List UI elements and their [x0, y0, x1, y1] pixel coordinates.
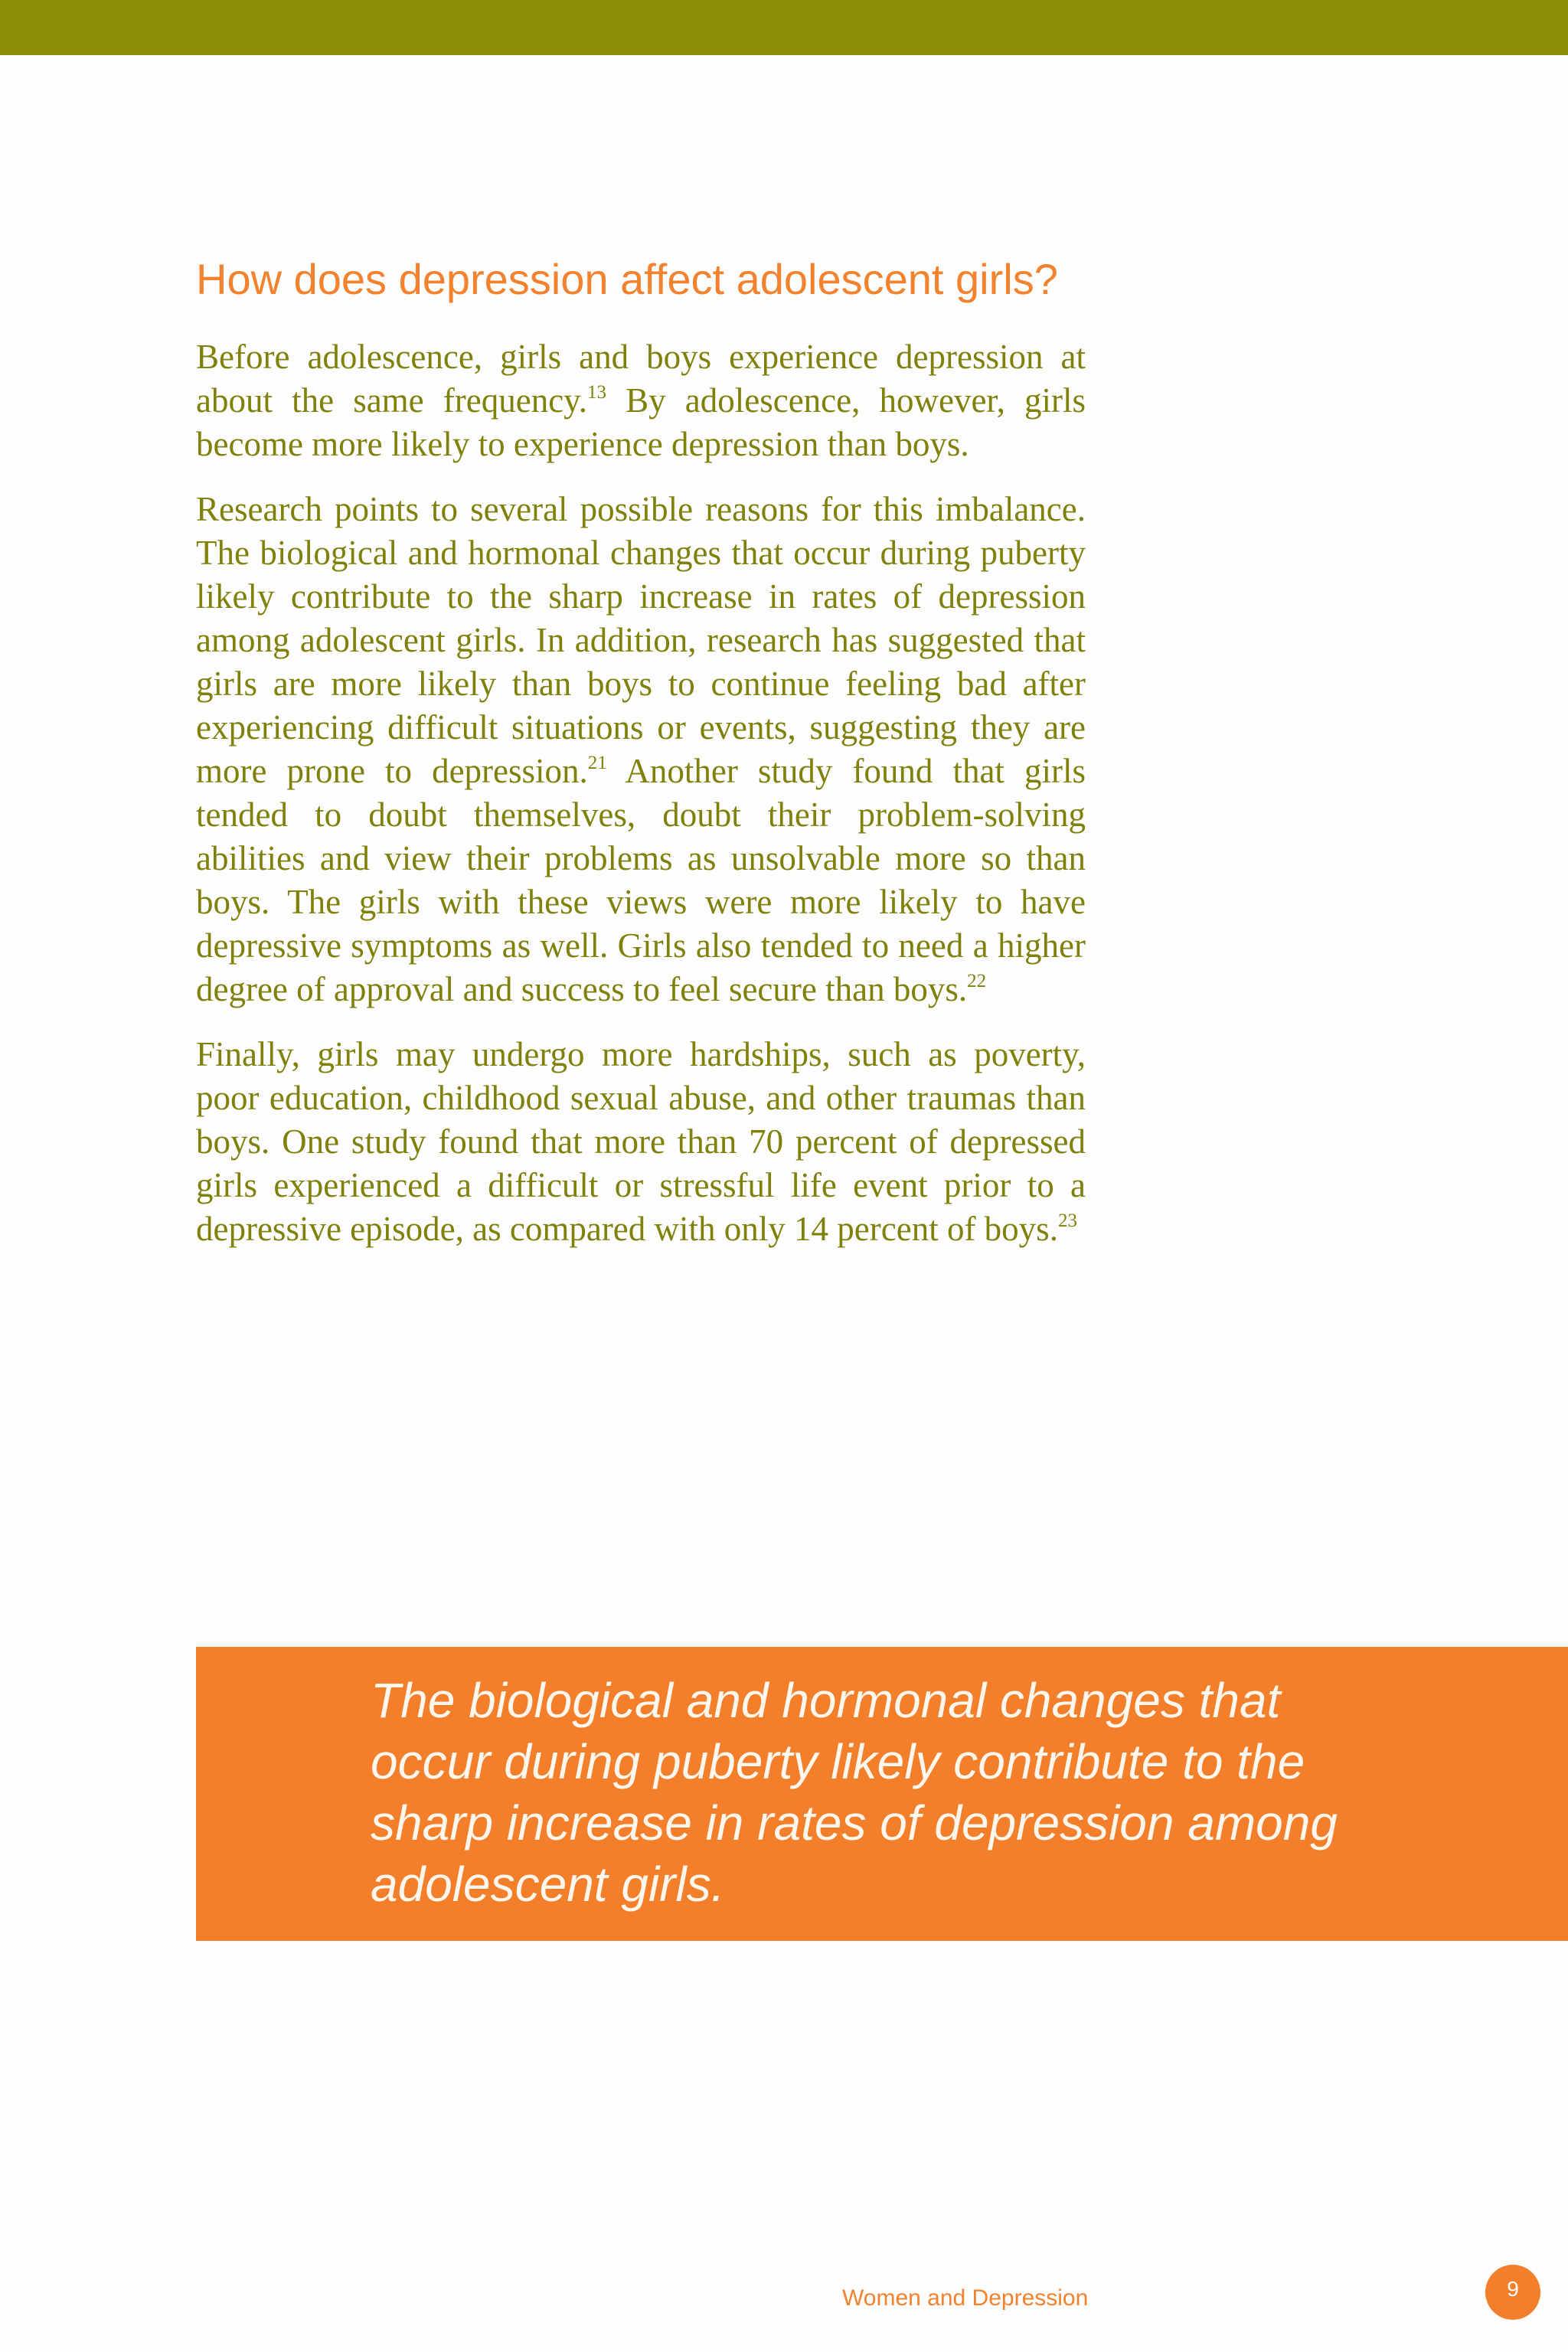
paragraph-text: Finally, girls may undergo more hardships, such as poverty, poor education, childhood sexual abuse, and other traumas than boys. One study found that more than 70 percent of depressed girls experienced a difficult or stressful life event prior to a depressive episode, as compared with only 14 percent of boys.	[196, 1035, 1086, 1248]
pull-quote-box	[196, 1647, 1568, 1941]
paragraph	[196, 1033, 1086, 1251]
page-number-badge: 9	[1485, 2265, 1540, 2320]
paragraph-text: Before adolescence, girls and boys experience depression at about the same frequency.	[196, 338, 1086, 420]
article-body	[196, 335, 1086, 1272]
footer-publication-title: Women and Depression	[842, 2285, 1089, 2311]
pull-quote-text: The biological and hormonal changes that occur during puberty likely contribute to the sharp increase in rates of depression among adolescent girls.	[371, 1673, 1338, 1912]
paragraph	[196, 335, 1086, 466]
footnote-reference: 13	[587, 382, 606, 403]
footnote-reference: 23	[1057, 1210, 1077, 1231]
section-heading: How does depression affect adolescent girls?	[196, 255, 1058, 303]
footnote-reference: 21	[587, 753, 607, 773]
paragraph-text: Another study found that girls tended to doubt themselves, doubt their problem-solving abilities and view their problems as unsolvable more so than boys. The girls with these views were more likely to have depressive symptoms as well. Girls also tended to need a higher degree of approval and success to feel secure than boys.	[196, 752, 1086, 1008]
paragraph-text: Research points to several possible reasons for this imbalance. The biological and hormonal changes that occur during puberty likely contribute to the sharp increase in rates of depression among adolescent girls. In addition, research has suggested that girls are more likely than boys to continue feeling bad after experiencing difficult situations or events, suggesting they are more prone to depression.	[196, 490, 1086, 790]
paragraph-text: By adolescence, however, girls become more likely to experience depression than boys.	[196, 381, 1086, 463]
paragraph	[196, 488, 1086, 1011]
top-color-bar	[0, 0, 1568, 55]
footnote-reference: 22	[967, 971, 987, 991]
